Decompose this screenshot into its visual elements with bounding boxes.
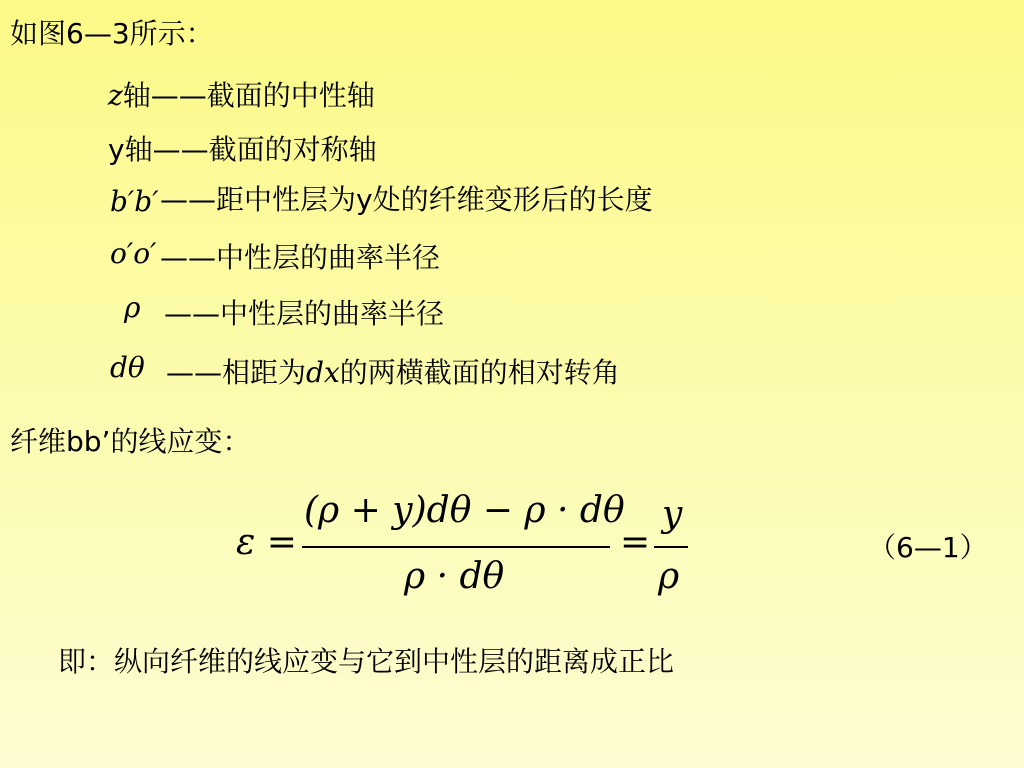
definition-y-axis [108,132,377,168]
definition-z-text: 轴——截面的中性轴 [122,79,375,112]
formula-rhs-denominator: ρ [658,556,680,597]
definition-y-text: 轴——截面的对称轴 [124,133,377,166]
definition-oo-text: ——中性层的曲率半径 [160,241,441,274]
formula-numerator: (ρ + y)dθ − ρ · dθ [304,490,625,531]
formula-lhs: ε = [236,522,297,563]
dtheta-text-before: ——相距为 [166,356,307,389]
definition-dtheta-text [166,355,620,391]
symbol-y: y [108,133,125,166]
conclusion: 即：纵向纤维的线应变与它到中性层的距离成正比 [58,645,675,678]
strain-label: 纤维bb’的线应变： [10,425,251,458]
symbol-dx: dx [306,356,340,389]
symbol-oo: o′o′ [110,237,157,270]
formula-rhs-fraction-bar [654,546,688,548]
symbol-dtheta: dθ [110,351,145,384]
symbol-rho: ρ [124,291,141,324]
symbol-z: z [108,79,123,112]
definition-rho-text: ——中性层的曲率半径 [164,297,445,330]
equation-number: （6—1） [868,531,988,564]
formula-rhs-numerator: y [662,494,683,535]
symbol-bb: b′b′ [110,185,159,218]
formula-fraction-bar [302,546,610,548]
definition-bb-text: ——距中性层为y处的纤维变形后的长度 [160,183,653,216]
heading: 如图6—3所示： [10,17,214,50]
formula-mid-equals: = [620,522,651,563]
formula-denominator: ρ · dθ [404,556,505,597]
definition-z-axis [108,78,375,114]
dtheta-text-after: 的两横截面的相对转角 [339,356,620,389]
